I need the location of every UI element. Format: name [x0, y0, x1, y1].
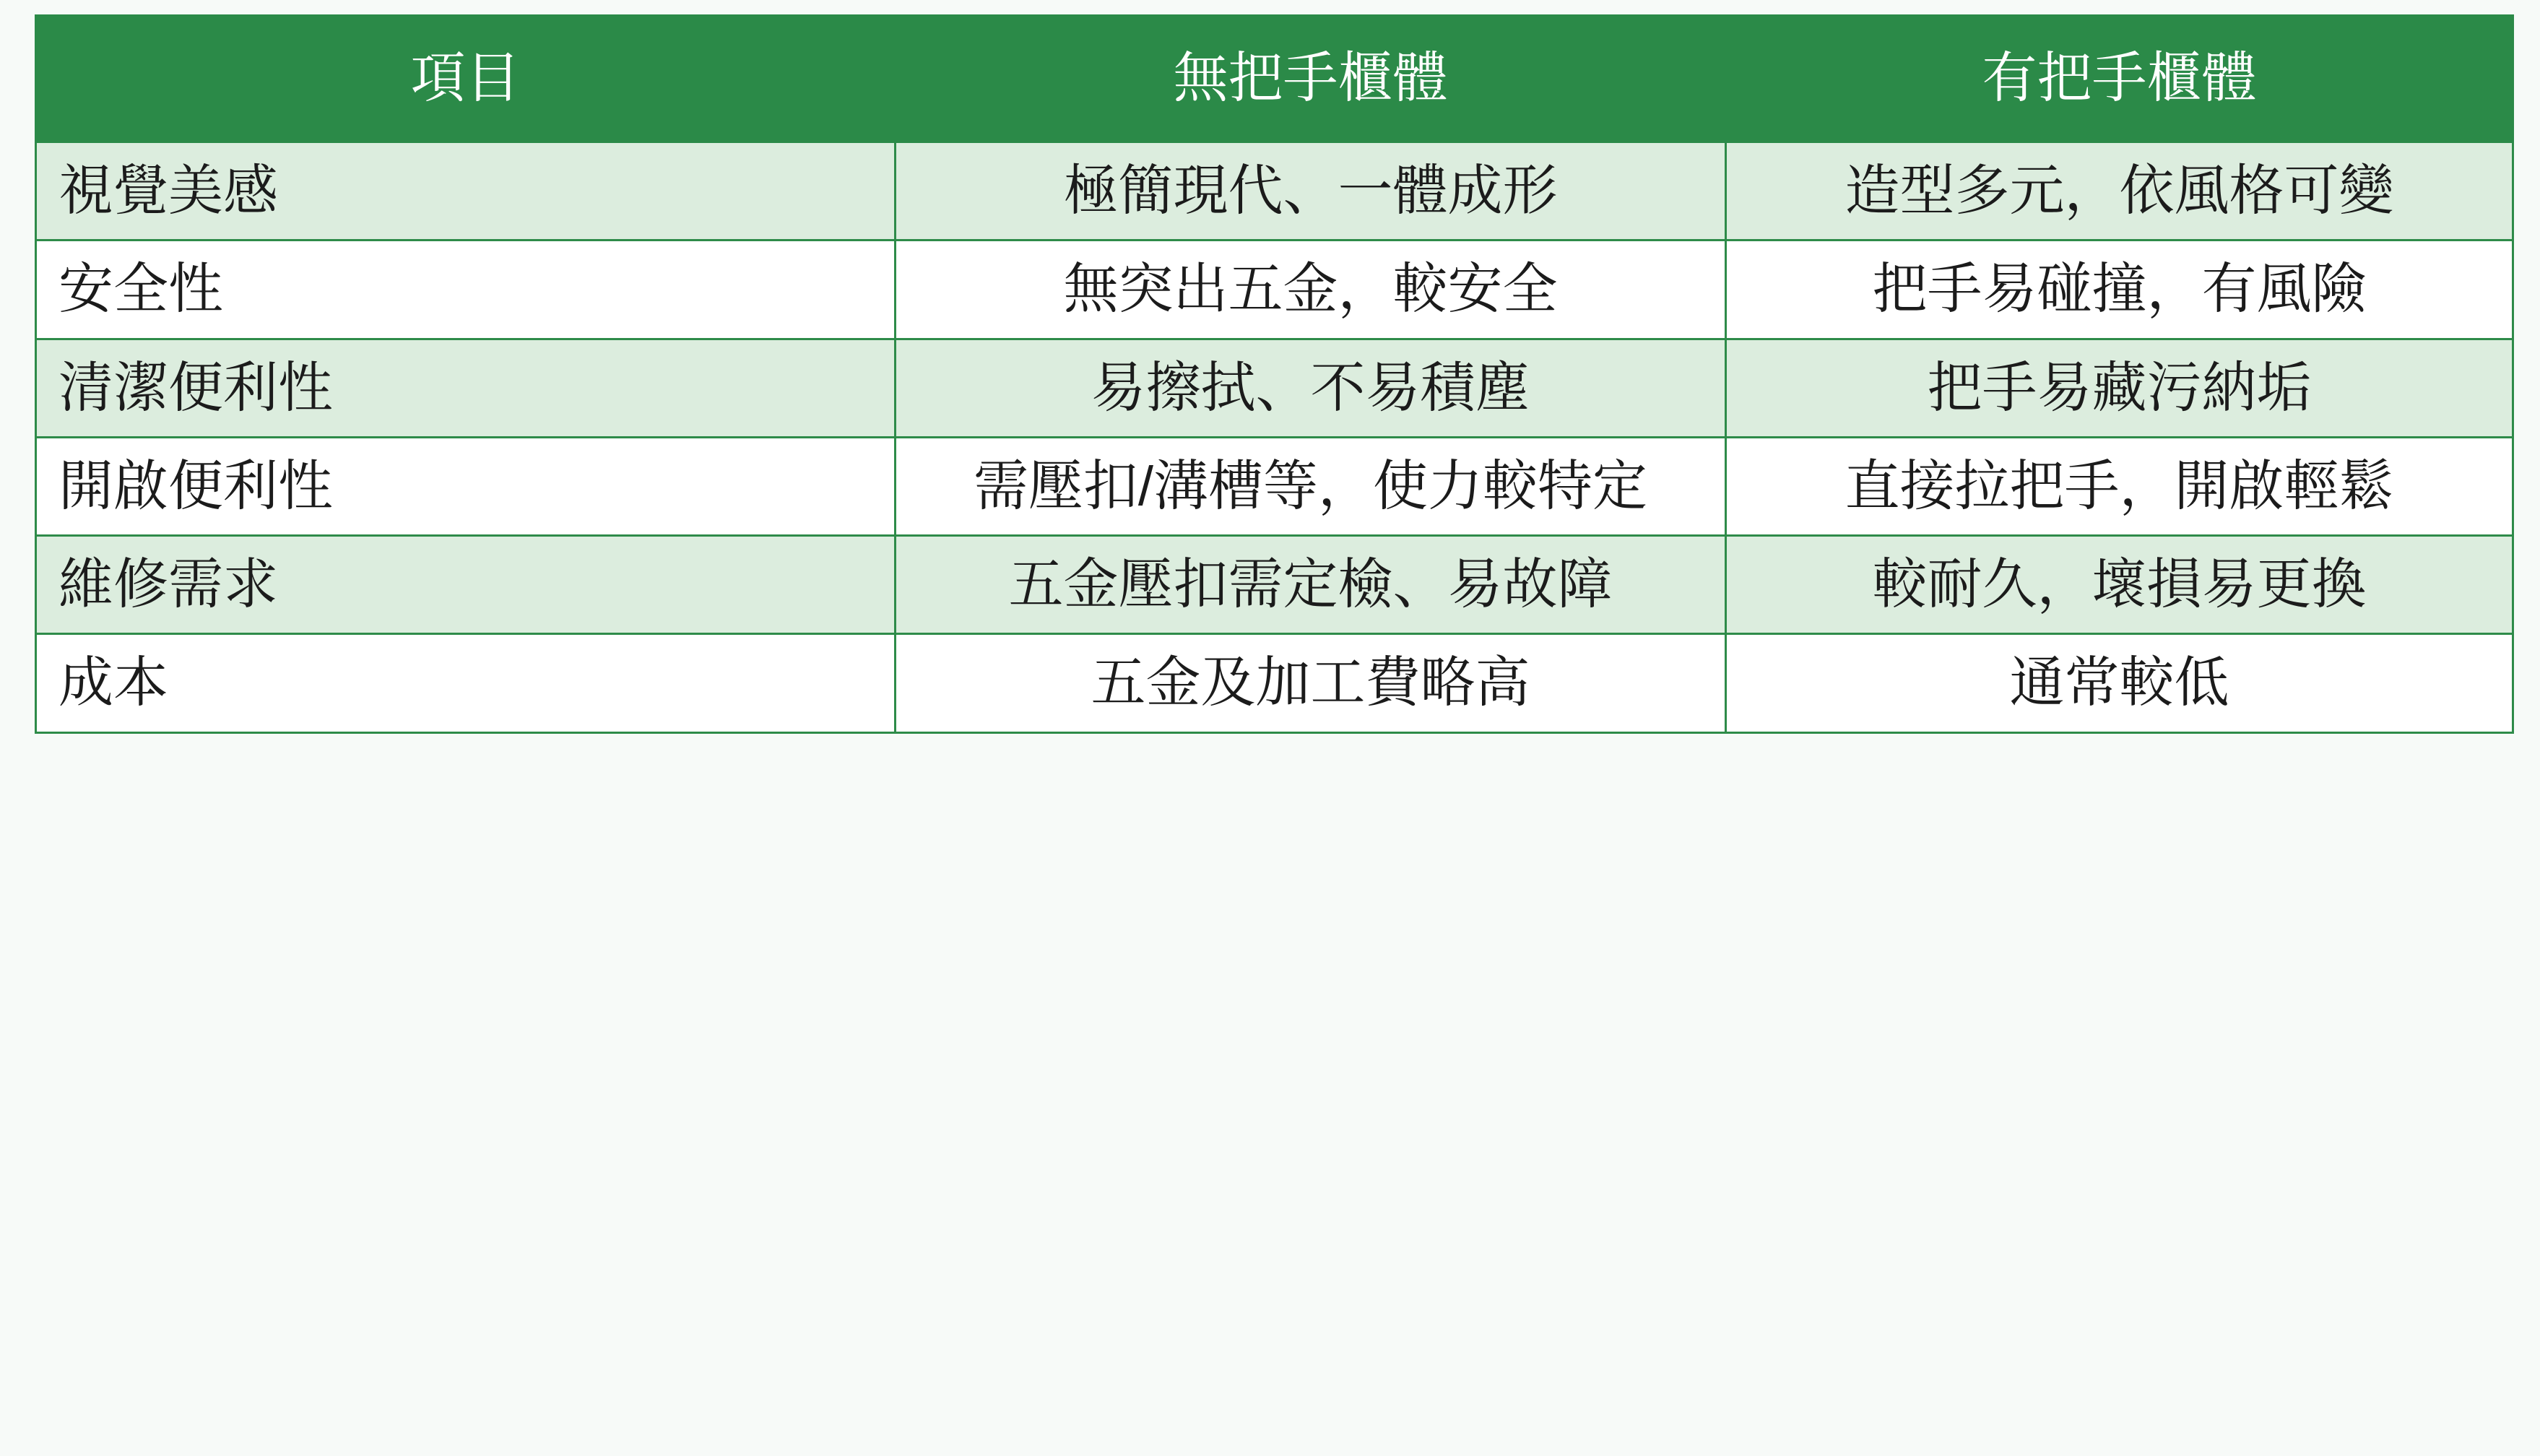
- row-value-handleless: 極簡現代、一體成形: [896, 142, 1726, 240]
- table-header: [36, 16, 2513, 142]
- row-label: 安全性: [36, 240, 896, 339]
- row-value-handleless: 需壓扣/溝槽等，使力較特定: [896, 437, 1726, 535]
- table-header-row: [36, 16, 2513, 142]
- table-row: [36, 240, 2513, 339]
- row-value-handled: 把手易碰撞，有風險: [1726, 240, 2513, 339]
- table-row: [36, 536, 2513, 634]
- row-value-handleless: 五金壓扣需定檢、易故障: [896, 536, 1726, 634]
- table-row: [36, 339, 2513, 437]
- column-header-handled-cabinet: 有把手櫃體: [1726, 16, 2513, 142]
- row-value-handled: 造型多元，依風格可變: [1726, 142, 2513, 240]
- row-label: 成本: [36, 634, 896, 732]
- row-value-handled: 通常較低: [1726, 634, 2513, 732]
- table-row: [36, 634, 2513, 732]
- row-value-handleless: 易擦拭、不易積塵: [896, 339, 1726, 437]
- row-label: 視覺美感: [36, 142, 896, 240]
- table-row: [36, 437, 2513, 535]
- table-body: [36, 142, 2513, 733]
- row-label: 清潔便利性: [36, 339, 896, 437]
- table-row: [36, 142, 2513, 240]
- row-value-handleless: 五金及加工費略高: [896, 634, 1726, 732]
- row-value-handled: 直接拉把手，開啟輕鬆: [1726, 437, 2513, 535]
- row-label: 維修需求: [36, 536, 896, 634]
- comparison-table: [35, 14, 2514, 734]
- row-value-handled: 較耐久，壞損易更換: [1726, 536, 2513, 634]
- column-header-handleless-cabinet: 無把手櫃體: [896, 16, 1726, 142]
- row-label: 開啟便利性: [36, 437, 896, 535]
- row-value-handled: 把手易藏污納垢: [1726, 339, 2513, 437]
- row-value-handleless: 無突出五金，較安全: [896, 240, 1726, 339]
- column-header-item: 項目: [36, 16, 896, 142]
